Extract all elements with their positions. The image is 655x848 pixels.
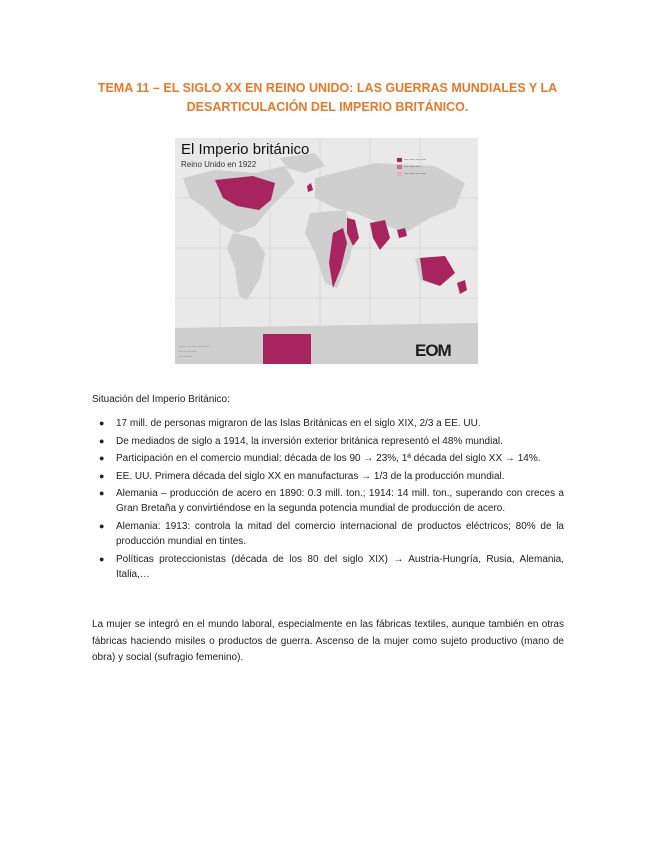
list-item-text: De mediados de siglo a 1914, la inversión exterior británica representó el 48% mundial. [116, 435, 503, 447]
british-empire-map [175, 138, 478, 364]
title-line-2: DESARTICULACIÓN DEL IMPERIO BRITÁNICO. [186, 100, 469, 114]
list-item [92, 519, 564, 549]
bullet-icon: ● [99, 435, 105, 446]
bullet-icon: ● [99, 470, 105, 481]
list-item-text: EE. UU. Primera década del siglo XX en manufacturas → 1/3 de la producción mundial. [116, 470, 505, 482]
bullet-icon: ● [99, 418, 105, 428]
closing-paragraph: La mujer se integró en el mundo laboral, especialmente en las fábricas textiles, aunque también en otras fábricas haciendo misiles o productos de guerra. Ascenso de la mujer como sujeto productivo (mano de obra) y social (sufragio femenino). [92, 619, 564, 663]
bullet-icon: ● [99, 520, 105, 531]
map-legend: — — — — — — — — — — — [397, 156, 426, 177]
list-item-text: Políticas proteccionistas (década de los 80 del siglo XIX) → Austria-Hungría, Rusia, Alemania, Italia,… [116, 553, 564, 580]
document-title [70, 79, 585, 117]
list-item [92, 451, 564, 466]
list-item [92, 434, 564, 449]
bullet-icon: ● [99, 488, 105, 499]
list-item [92, 486, 564, 516]
list-item-text: Participación en el comercio mundial: década de los 90 → 23%, 1ª década del siglo XX → 14%. [116, 453, 541, 465]
list-item-text: 17 mill. de personas migraron de las Islas Británicas en el siglo XIX, 2/3 a EE. UU. [116, 418, 481, 429]
bullet-icon: ● [99, 553, 105, 564]
list-item [92, 552, 564, 582]
world-map-graphic [175, 138, 478, 364]
list-item-text: Alemania – producción de acero en 1890: 0.3 mill. ton.; 1914: 14 mill. ton., superando con creces a Gran Bretaña y convirtiéndose en la segunda potencia mundial de producción de acero. [116, 488, 564, 515]
list-item [92, 469, 564, 484]
list-item-text: Alemania: 1913: controla la mitad del comercio internacional de productos eléctricos; 80% de la producción mundial en tintes. [116, 520, 564, 547]
bullet-list [92, 416, 564, 584]
list-item [92, 416, 564, 431]
map-subtitle: Reino Unido en 1922 [181, 160, 257, 169]
map-title: El Imperio británico [181, 141, 310, 158]
title-line-1: TEMA 11 – EL SIGLO XX EN REINO UNIDO: LAS GUERRAS MUNDIALES Y LA [97, 81, 558, 95]
intro-text: Situación del Imperio Británico: [92, 394, 230, 405]
bullet-icon: ● [99, 453, 105, 464]
eom-logo: EOM [415, 341, 451, 360]
map-credits: — — — — — — — — — — — — — — [179, 344, 210, 358]
